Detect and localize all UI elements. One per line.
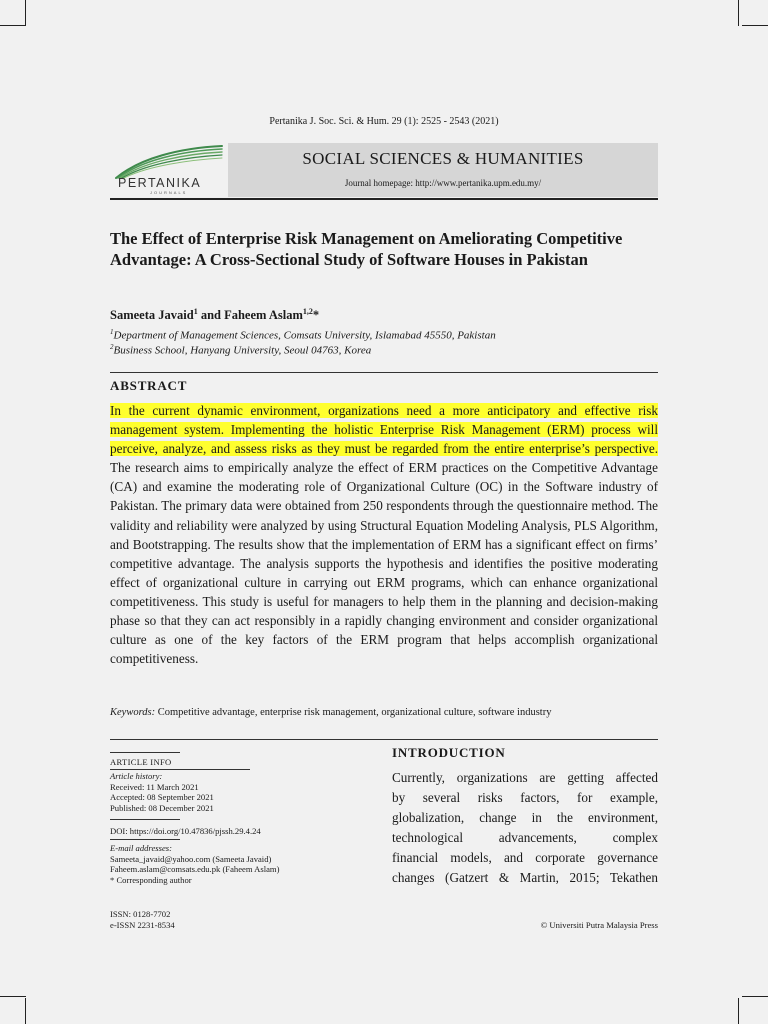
email-2: Faheem.aslam@comsats.edu.pk (Faheem Aslam) (110, 864, 280, 875)
keywords (110, 707, 670, 718)
abstract-body (110, 401, 658, 668)
intro-line: Currently, organizations are getting affected (392, 770, 658, 785)
crop-mark-bottom-right (738, 998, 739, 1024)
eissn: e-ISSN 2231-8534 (110, 919, 175, 930)
author-2-sup: 1,2 (302, 307, 313, 316)
doi: DOI: https://doi.org/10.47836/pjssh.29.4.24 (110, 826, 261, 836)
authors (110, 307, 319, 323)
journal-homepage: Journal homepage: http://www.pertanika.upm.edu.my/ (344, 178, 542, 188)
crop-mark-top-left-h (0, 25, 26, 26)
crop-mark-top-right-h (742, 25, 768, 26)
keywords-rule (110, 739, 658, 740)
copyright: © Universiti Putra Malaysia Press (540, 920, 658, 930)
article-info-rule (110, 769, 250, 770)
affiliation-2-text: Business School, Hanyang University, Seoul 04763, Korea (113, 344, 372, 357)
doi-top-rule (110, 819, 180, 820)
logo-text: PERTANIKA (118, 176, 202, 190)
issn: ISSN: 0128-7702 (110, 909, 171, 919)
running-head: Pertanika J. Soc. Sci. & Hum. 29 (1): 2525 - 2543 (2021) (269, 116, 499, 127)
introduction-body (392, 768, 658, 887)
journal-banner (228, 143, 658, 197)
logo-subtext: JOURNALS (150, 190, 188, 195)
affiliation-1-sup: 1 (110, 328, 114, 336)
pertanika-logo (110, 140, 228, 196)
article-title: The Effect of Enterprise Risk Management on Ameliorating Competitive Advantage: A Cross-Sectional Study of Software Houses in Pakistan (110, 229, 623, 269)
crop-mark-bottom-left-h (0, 996, 26, 997)
crop-mark-top-right (738, 0, 739, 26)
doi-bottom-rule (110, 839, 180, 840)
crop-mark-top-left (25, 0, 26, 26)
abstract-highlighted-text: In the current dynamic environment, organizations need a more anticipatory and effective risk management system. Implementing the holistic Enterprise Risk Management (ERM) process will perceive, analyze, and assess risks as they must be regarded from the entire enterprise’s perspective. (110, 403, 658, 457)
affiliation-1-text: Department of Management Sciences, Comsats University, Islamabad 45550, Pakistan (113, 329, 496, 342)
header-rule (110, 198, 658, 200)
issn-block (110, 909, 175, 930)
published-date: Published: 08 December 2021 (110, 803, 214, 814)
corresponding-star: * (312, 308, 320, 323)
accepted-date: Accepted: 08 September 2021 (110, 792, 214, 803)
affiliation-2 (110, 343, 371, 357)
keywords-label: Keywords: (110, 707, 156, 718)
email-label: E-mail addresses: (110, 843, 172, 853)
journal-title: SOCIAL SCIENCES & HUMANITIES (302, 149, 584, 168)
intro-line: financial models, and corporate governance (392, 849, 658, 865)
intro-line: technological advancements, complex (392, 829, 658, 845)
article-info-heading: ARTICLE INFO (110, 757, 172, 767)
email-1: Sameeta_javaid@yahoo.com (Sameeta Javaid) (110, 853, 272, 864)
intro-line: globalization, change in the environment, (392, 809, 658, 825)
intro-line: changes (Gatzert & Martin, 2015; Tekathen (392, 869, 658, 885)
introduction-heading: INTRODUCTION (392, 745, 506, 760)
article-info-top-rule (110, 752, 180, 753)
corresponding-author: * Corresponding author (110, 875, 192, 886)
author-1-sup: 1 (193, 307, 198, 316)
affiliation-2-sup: 2 (110, 343, 114, 351)
received-date: Received: 11 March 2021 (110, 781, 199, 792)
article-history-label: Article history: (110, 771, 163, 781)
keywords-text: Competitive advantage, enterprise risk management, organizational culture, software industry (155, 707, 552, 718)
crop-mark-bottom-right-h (742, 996, 768, 997)
abstract-text: The research aims to empirically analyze the effect of ERM practices on the Competitive Advantage (CA) and examine the moderating role of Organizational Culture (OC) in the Software industry of Pakistan. The primary data were obtained from 250 respondents through the questionnaire method. The validity and reliability were analyzed by using Structural Equation Modeling Analysis, PLS Algorithm, and Bootstrapping. The results show that the implementation of ERM has a significant effect on firms’ competitive advantage. The analysis supports the hypothesis and identifies the positive moderating effect of organizational culture in carrying out ERM programs, which can enhance organizational competitiveness. This study is useful for managers to help them in the planning and decision-making phase so that they can act responsibly in a rapidly changing environment and consider organizational culture as one of the key factors of the ERM program that helps accomplish organizational competitiveness. (110, 460, 658, 667)
crop-mark-bottom-left (25, 998, 26, 1024)
author-and: and (197, 308, 225, 323)
article-history (110, 771, 214, 814)
intro-line: by several risks factors, for example, (392, 789, 658, 805)
abstract-top-rule (110, 372, 658, 373)
abstract-heading: ABSTRACT (110, 378, 188, 393)
email-block (110, 843, 279, 886)
affiliation-1 (110, 328, 496, 342)
author-2: Faheem Aslam (224, 308, 303, 323)
author-1: Sameeta Javaid (110, 308, 194, 323)
